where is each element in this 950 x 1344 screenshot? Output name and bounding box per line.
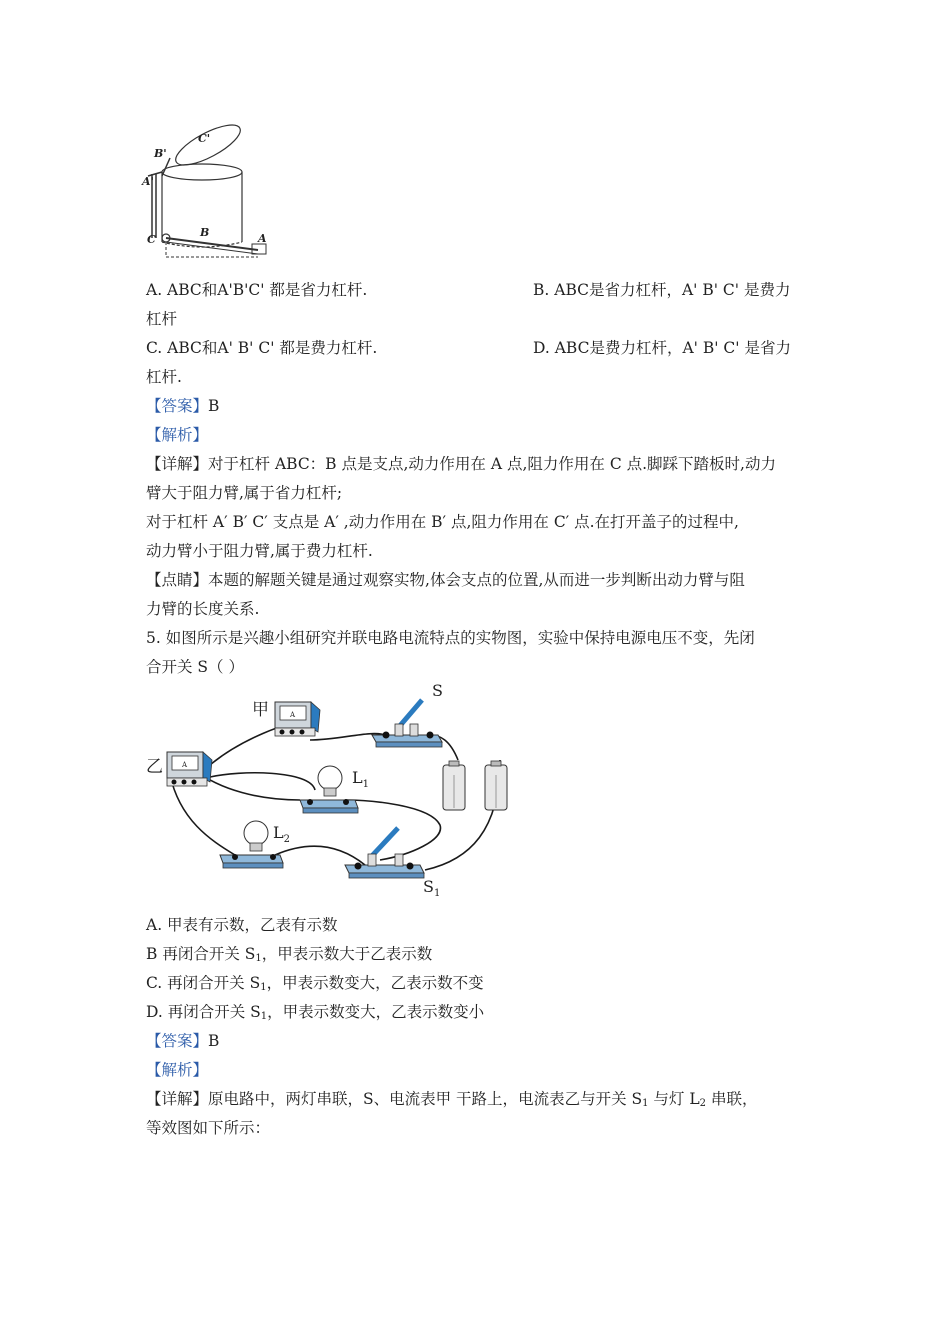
ammeter-jia [275, 702, 320, 736]
q5-option-d: D. 再闭合开关 $S_1$，甲表示数变大，乙表示数变小 [146, 1003, 485, 1022]
q4-option-b: B. ABC是省力杠杆，A' B' C' 是费力 [533, 281, 791, 299]
comment-text: 本题的解题关键是通过观察实物,体会支点的位置,从而进一步判断出动力臂与阻 [208, 571, 745, 589]
ammeter-yi [167, 752, 212, 786]
parallel-circuit-figure [140, 680, 530, 905]
q4-option-d: D. ABC是费力杠杆，A' B' C' 是省力 [533, 339, 791, 357]
answer-tag: 【答案】 [146, 397, 209, 415]
meter-a-label-jia: A [290, 711, 296, 719]
answer-value: B [208, 397, 220, 415]
q5-answer [146, 1030, 219, 1052]
q5-stem-line-2: 合开关 S（ ） [146, 658, 244, 676]
label-yi: 乙 [146, 757, 163, 777]
analysis-tag: 【解析】 [146, 426, 209, 444]
q4-option-b-cont: 杠杆 [146, 310, 178, 328]
label-l1: $L_1$ [352, 768, 369, 790]
label-s1: $S_1$ [423, 877, 441, 899]
q5-detail-line-2: 等效图如下所示： [146, 1119, 271, 1137]
q4-comment-line-1 [146, 569, 745, 591]
meter-a-label-yi: A [182, 761, 188, 769]
q4-option-c: C. ABC和A' B' C' 都是费力杠杆. [146, 339, 378, 357]
label-jia: 甲 [252, 700, 269, 720]
q5-stem-line-1: 5. 如图所示是兴趣小组研究并联电路电流特点的实物图，实验中保持电源电压不变，先闭 [146, 629, 755, 647]
q4-detail-line-4: 动力臂小于阻力臂,属于费力杠杆. [146, 542, 373, 560]
analysis-tag: 【解析】 [146, 1061, 209, 1079]
q4-answer [146, 395, 219, 417]
label-c: C [147, 233, 156, 246]
q4-option-d-cont: 杠杆. [146, 368, 182, 386]
comment-tag: 【点睛】 [146, 571, 209, 589]
battery-pack [443, 761, 507, 810]
q5-analysis-tag [146, 1059, 208, 1081]
detail-tag: 【详解】 [146, 1090, 209, 1108]
q5-option-b: B 再闭合开关 $S_1$，甲表示数大于乙表示数 [146, 945, 433, 964]
label-a-prime: A' [142, 175, 154, 188]
switch-s [372, 700, 442, 747]
label-a: A [258, 232, 267, 245]
label-b: B [200, 226, 210, 239]
lamp-l1 [300, 766, 358, 813]
q4-detail-line-3: 对于杠杆 A′ B′ C′ 支点是 A′ ,动力作用在 B′ 点,阻力作用在 C′ 点.在打开盖子的过程中, [146, 513, 739, 531]
label-l2: $L_2$ [273, 823, 290, 845]
q4-detail-line-2: 臂大于阻力臂,属于省力杠杆; [146, 484, 343, 502]
detail-text: 对于杠杆 ABC：B 点是支点,动力作用在 A 点,阻力作用在 C 点.脚踩下踏板时,动力 [208, 455, 776, 473]
label-s: S [432, 681, 443, 700]
detail-tag: 【详解】 [146, 455, 209, 473]
label-b-prime: B' [154, 147, 167, 160]
answer-tag: 【答案】 [146, 1032, 209, 1050]
q5-option-c: C. 再闭合开关 $S_1$，甲表示数变大，乙表示数不变 [146, 974, 484, 993]
switch-s1 [345, 828, 424, 878]
q5-detail-line-1: 【详解】原电路中，两灯串联，S、电流表甲 干路上，电流表乙与开关 $S_1$ 与灯 $L_2$ 串联， [146, 1090, 758, 1109]
q4-option-a: A. ABC和A'B'C' 都是省力杠杆. [146, 281, 368, 299]
label-c-prime: C' [198, 132, 211, 145]
q4-analysis-tag [146, 424, 208, 446]
trash-can-lever-figure [140, 112, 275, 262]
q4-detail-line-1 [146, 453, 776, 475]
q4-comment-line-2: 力臂的长度关系. [146, 600, 260, 618]
answer-value: B [208, 1032, 220, 1050]
q5-option-a: A. 甲表有示数，乙表有示数 [146, 916, 338, 934]
